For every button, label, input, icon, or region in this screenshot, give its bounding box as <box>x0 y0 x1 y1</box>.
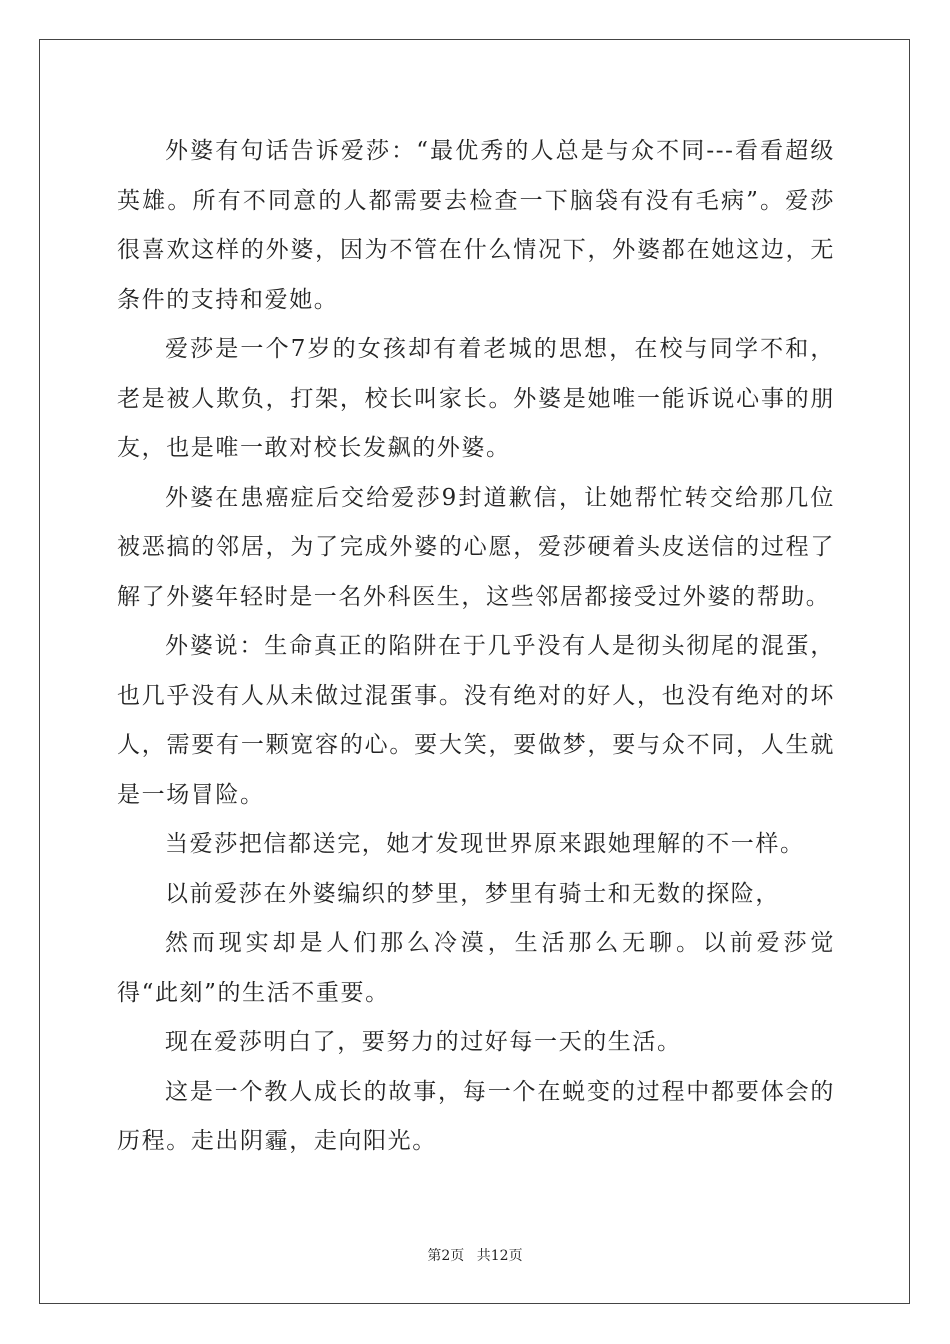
page-footer <box>0 1245 950 1265</box>
paragraph-4: 外婆说：生命真正的陷阱在于几乎没有人是彻头彻尾的混蛋，也几乎没有人从未做过混蛋事。没有绝对的好人，也没有绝对的坏人，需要有一颗宽容的心。要大笑，要做梦，要与众不同，人生就是一场冒险。 <box>117 633 835 808</box>
paragraph-6: 以前爱莎在外婆编织的梦里，梦里有骑士和无数的探险， <box>165 880 780 907</box>
page-total: 共12页 <box>476 1248 523 1264</box>
paragraph-2: 爱莎是一个7岁的女孩却有着老城的思想，在校与同学不和，老是被人欺负，打架，校长叫家长。外婆是她唯一能诉说心事的朋友，也是唯一敢对校长发飙的外婆。 <box>117 336 835 461</box>
paragraph-7: 然而现实却是人们那么冷漠，生活那么无聊。以前爱莎觉得“此刻”的生活不重要。 <box>117 930 835 1006</box>
paragraph-1: 外婆有句话告诉爱莎：“最优秀的人总是与众不同---看看超级英雄。所有不同意的人都需要去检查一下脑袋有没有毛病”。爱莎很喜欢这样的外婆，因为不管在什么情况下，外婆都在她这边，无条件的支持和爱她。 <box>117 138 835 313</box>
document-body <box>117 127 835 1167</box>
paragraph-3: 外婆在患癌症后交给爱莎9封道歉信，让她帮忙转交给那几位被恶搞的邻居，为了完成外婆的心愿，爱莎硬着头皮送信的过程了解了外婆年轻时是一名外科医生，这些邻居都接受过外婆的帮助。 <box>117 484 835 610</box>
paragraph-5: 当爱莎把信都送完，她才发现世界原来跟她理解的不一样。 <box>165 831 805 857</box>
paragraph-8: 现在爱莎明白了，要努力的过好每一天的生活。 <box>165 1029 682 1055</box>
paragraph-9: 这是一个教人成长的故事，每一个在蜕变的过程中都要体会的历程。走出阴霾，走向阳光。 <box>117 1078 835 1154</box>
page-number: 第2页 <box>427 1248 465 1264</box>
